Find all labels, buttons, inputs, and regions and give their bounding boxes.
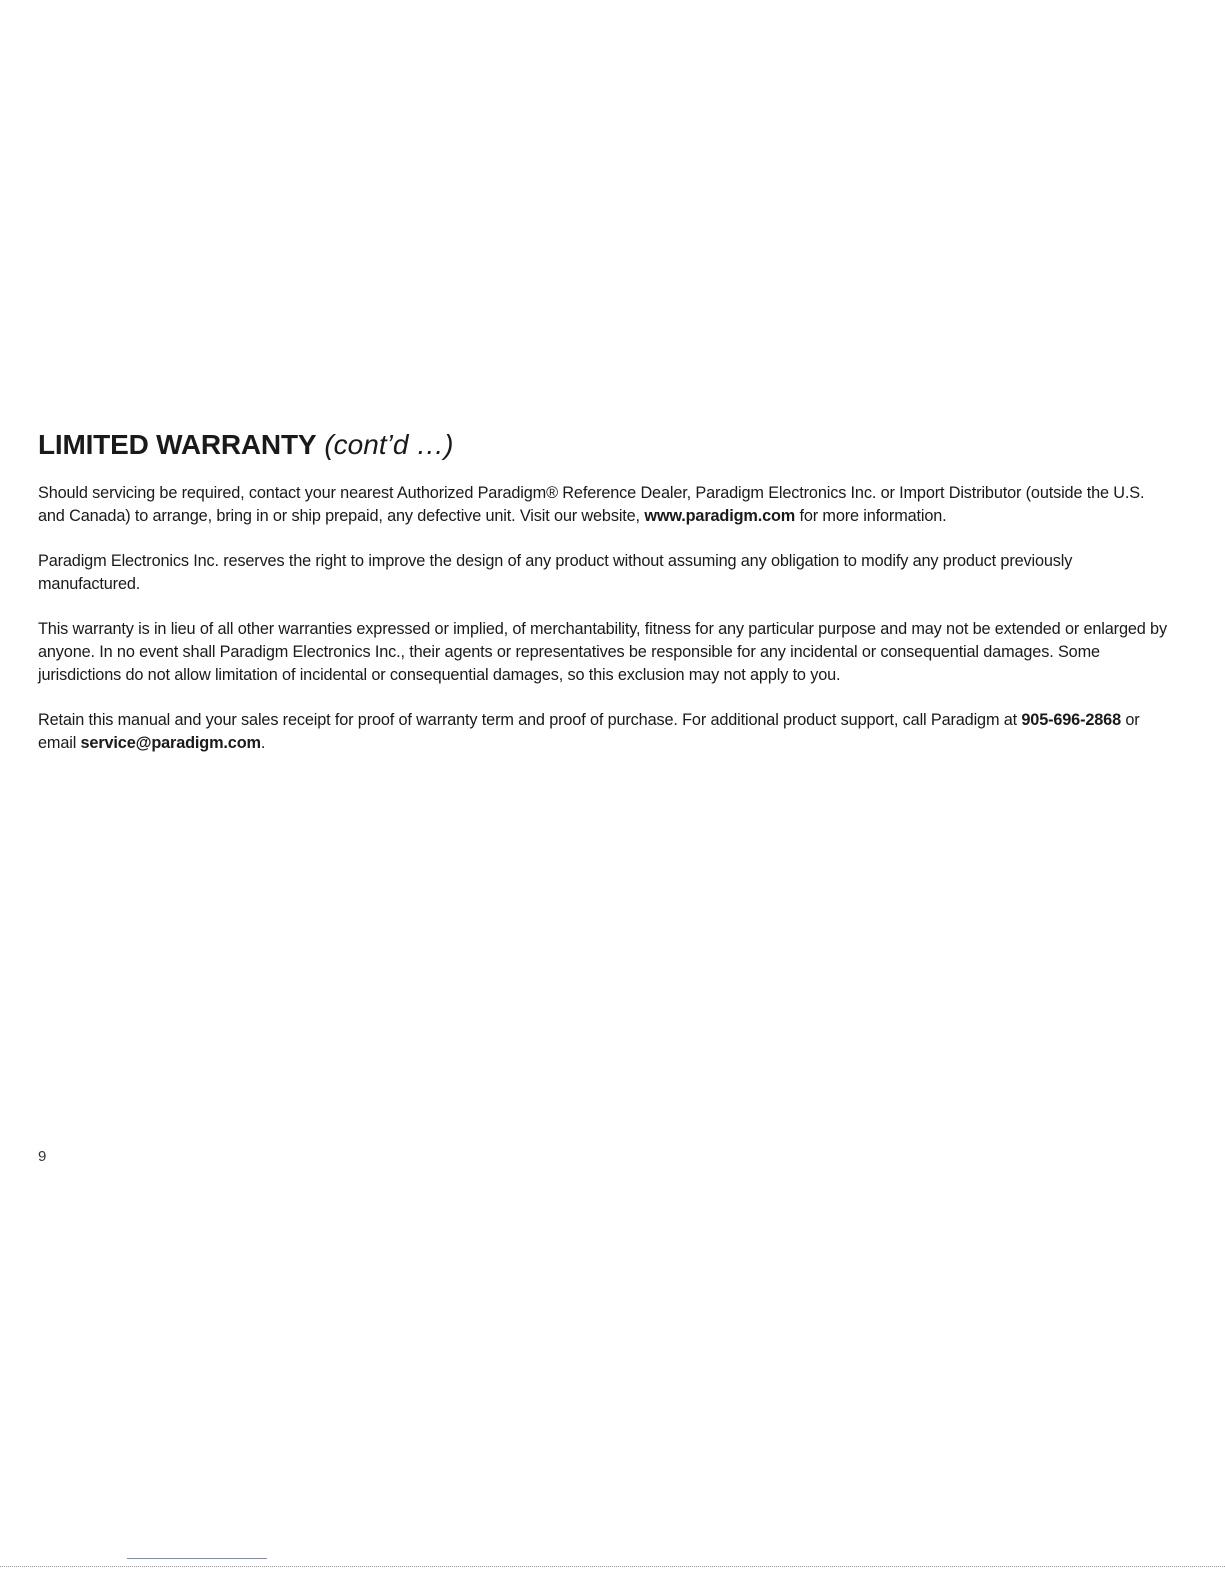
page-number: 9 (38, 1148, 47, 1165)
footer-accent-line (127, 1558, 267, 1559)
heading-continued-note: (cont’d …) (324, 429, 454, 460)
warranty-lieu-text: This warranty is in lieu of all other warranties expressed or implied, of merchantability, fitness for any particular purpose and may not be extended or enlarged by anyone. In no event shall Paradigm Electronics Inc., their agents or representatives be responsible for any incidental or consequential damages. Some jurisdictions do not allow limitation of incidental or consequential damages, so this exclusion may not apply to you. (38, 619, 1167, 685)
support-text-middle: or email (38, 710, 1140, 753)
warranty-lieu-paragraph (38, 618, 1168, 688)
support-phone-number: 905-696-2868 (1021, 710, 1121, 729)
section-heading (38, 428, 454, 462)
website-link[interactable]: www.paradigm.com (644, 507, 796, 526)
servicing-text-start: Should servicing be required, contact your nearest Authorized Paradigm® Reference Dealer, Paradigm Electronics Inc. or Import Distributor (outside the U.S. and Canada) to arrange, bring in or ship prepaid, any defective unit. Visit our website, (38, 484, 1145, 526)
design-rights-text: Paradigm Electronics Inc. reserves the right to improve the design of any product without assuming any obligation to modify any product previously manufactured. (38, 551, 1073, 594)
servicing-paragraph (38, 482, 1168, 529)
servicing-text-end: for more information. (795, 507, 947, 526)
design-rights-paragraph (38, 550, 1168, 597)
heading-title: LIMITED WARRANTY (38, 429, 317, 460)
support-text-start: Retain this manual and your sales receipt for proof of warranty term and proof of purchase. For additional product support, call Paradigm at (38, 710, 1022, 729)
support-text-end: . (260, 734, 266, 753)
support-paragraph (38, 709, 1168, 756)
footer-divider (0, 1566, 1225, 1567)
support-email-link[interactable]: service@paradigm.com (80, 734, 261, 753)
warranty-body (38, 482, 1168, 777)
